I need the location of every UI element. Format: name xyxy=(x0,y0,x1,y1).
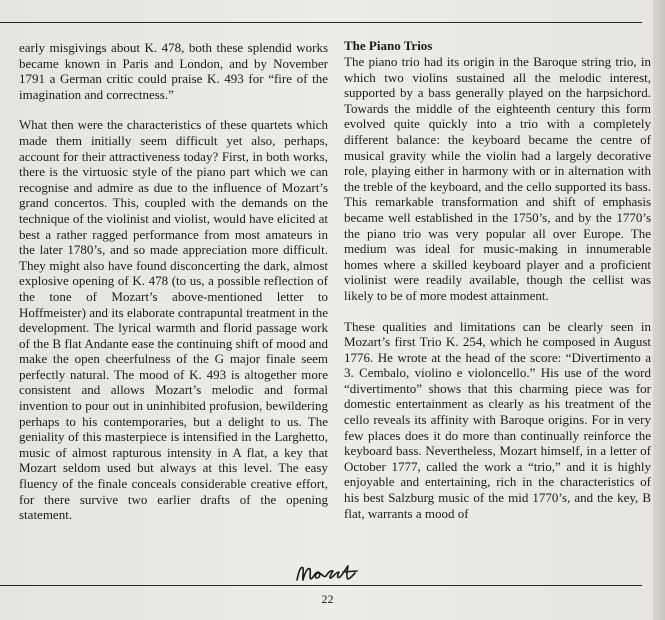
mozart-signature-logo xyxy=(293,560,363,586)
right-paragraph-2: These qualities and limitations can be clearly seen in Mozart’s first Trio K. 254, which he composed in August 1776. He wrote at the head of the score: “Divertimento a 3. Cembalo, violino e violoncello.” His use of the word “divertimento” shows that this charming piece was for domestic entertainment as clearly as his treatment of the cello reveals its affinity with Baroque origins. For in very few places does it do more than continually reinforce the keyboard bass. Nevertheless, Mozart himself, in a letter of October 1777, called the work a “trio,” and it is highly enjoyable and entertaining, rich in the characteristics of his best Salzburg music of the mid 1770’s, and the key, B flat, warrants a mood of xyxy=(344,318,651,521)
page-edge xyxy=(653,0,665,620)
left-paragraph-1: early misgivings about K. 478, both these splendid works became known in Paris and London, and by November 1791 a German critic could praise K. 493 for “fire of the imagination and correctness.” xyxy=(19,40,328,102)
right-column xyxy=(344,38,651,536)
left-paragraph-2: What then were the characteristics of these quartets which made them initially seem difficult yet also, perhaps, account for their attractiveness today? First, in both works, there is the virtuosic style of the piano part which we can recognise and admire as due to the influence of Mozart’s grand concertos. This, coupled with the demands on the technique of the violinist and violist, would have elicited at best a rather ragged performance from most amateurs in the later 1780’s, and so made appreciation more difficult. They might also have found disconcerting the dark, almost explosive opening of K. 478 (to us, a possible reflection of the tone of Mozart’s above-mentioned letter to Hoffmeister) and its elaborate contrapuntal treatment in the development. The lyrical warmth and florid passage work of the B flat Andante ease the continuing shift of mood and make the open cheerfulness of the G major finale seem perfectly natural. The mood of K. 493 is altogether more consistent and allows Mozart’s melodic and formal invention to pour out in uninhibited profusion, bewildering perhaps to his contemporaries, but a delight to us. The geniality of this masterpiece is intensified in the Larghetto, music of almost rapturous intensity in A flat, a key that Mozart seldom used but always at this level. The easy fluency of the finale conceals considerable creative effort, for there survive two earlier drafts of the opening statement. xyxy=(19,117,328,523)
left-column xyxy=(19,40,328,538)
right-paragraph-1: The piano trio had its origin in the Baroque string trio, in which two violins sustained all the melodic interest, supported by a bass generally played on the harpsichord. Towards the middle of the eighteenth century this form evolved quite quickly into a trio with a completely different balance: the keyboard became the centre of musical gravity while the violin had a largely decorative role, playing either in harmony with or in alternation with the treble of the keyboard, and the cello supported its bass. This remarkable transformation and shift of emphasis became well established in the 1750’s, and by the 1770’s the piano trio was very popular all over Europe. The medium was ideal for music-making in innumerable homes where a skilled keyboard player and a proficient violinist were readily available, though the cellist was likely to be of more modest attainment. xyxy=(344,54,651,303)
bottom-rule xyxy=(0,585,642,586)
section-heading: The Piano Trios xyxy=(344,38,433,53)
page-number: 22 xyxy=(321,592,334,606)
top-rule xyxy=(0,22,642,23)
